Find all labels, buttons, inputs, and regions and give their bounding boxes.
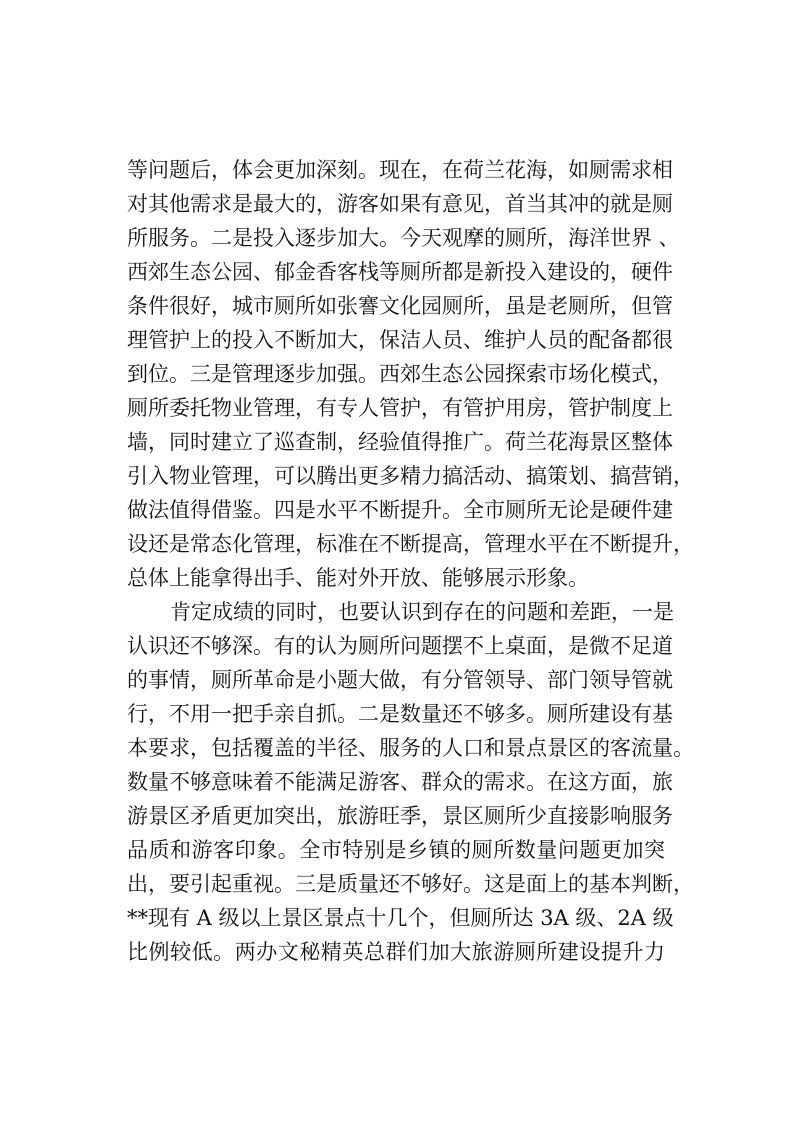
text-line: 游景区矛盾更加突出，旅游旺季，景区厕所少直接影响服务 (127, 804, 673, 828)
text-line: 理管护上的投入不断加大，保洁人员、维护人员的配备都很 (127, 328, 673, 352)
text-line: 引入物业管理，可以腾出更多精力搞活动、搞策划、搞营销， (127, 464, 694, 488)
text-line: 厕所委托物业管理，有专人管护，有管护用房，管护制度上 (127, 396, 673, 420)
text-line: 总体上能拿得出手、能对外开放、能够展示形象。 (127, 566, 589, 590)
text-line: 到位。三是管理逐步加强。西郊生态公园探索市场化模式， (127, 362, 673, 386)
text-line: 所服务。二是投入逐步加大。今天观摩的厕所，海洋世界 、 (127, 226, 680, 250)
text-line: 做法值得借鉴。四是水平不断提升。全市厕所无论是硬件建 (127, 498, 673, 522)
paragraph-1 (127, 153, 694, 595)
text-line: 条件很好，城市厕所如张謇文化园厕所，虽是老厕所，但管 (127, 294, 673, 318)
paragraph-2 (127, 595, 694, 969)
text-line: 墙，同时建立了巡查制，经验值得推广。荷兰花海景区整体 (127, 430, 673, 454)
body-text (127, 153, 694, 969)
text-line: 肯定成绩的同时，也要认识到存在的问题和差距，一是 (170, 600, 674, 624)
text-line: 等问题后，体会更加深刻。现在，在荷兰花海，如厕需求相 (127, 158, 673, 182)
text-line: 认识还不够深。有的认为厕所问题摆不上桌面，是微不足道 (127, 634, 673, 658)
text-line: 对其他需求是最大的，游客如果有意见，首当其冲的就是厕 (127, 192, 673, 216)
text-line: **现有 A 级以上景区景点十几个，但厕所达 3A 级、2A 级 (127, 906, 674, 930)
text-line: 本要求，包括覆盖的半径、服务的人口和景点景区的客流量。 (127, 736, 694, 760)
text-line: 的事情，厕所革命是小题大做，有分管领导、部门领导管就 (127, 668, 673, 692)
text-line: 西郊生态公园、郁金香客栈等厕所都是新投入建设的，硬件 (127, 260, 673, 284)
text-line: 品质和游客印象。全市特别是乡镇的厕所数量问题更加突 (127, 838, 665, 862)
text-line: 比例较低。两办文秘精英总群们加大旅游厕所建设提升力 (127, 940, 665, 964)
text-line: 行，不用一把手亲自抓。二是数量还不够多。厕所建设有基 (127, 702, 673, 726)
text-line: 数量不够意味着不能满足游客、群众的需求。在这方面，旅 (127, 770, 673, 794)
text-line: 出，要引起重视。三是质量还不够好。这是面上的基本判断， (127, 872, 694, 896)
text-line: 设还是常态化管理，标准在不断提高，管理水平在不断提升， (127, 532, 694, 556)
